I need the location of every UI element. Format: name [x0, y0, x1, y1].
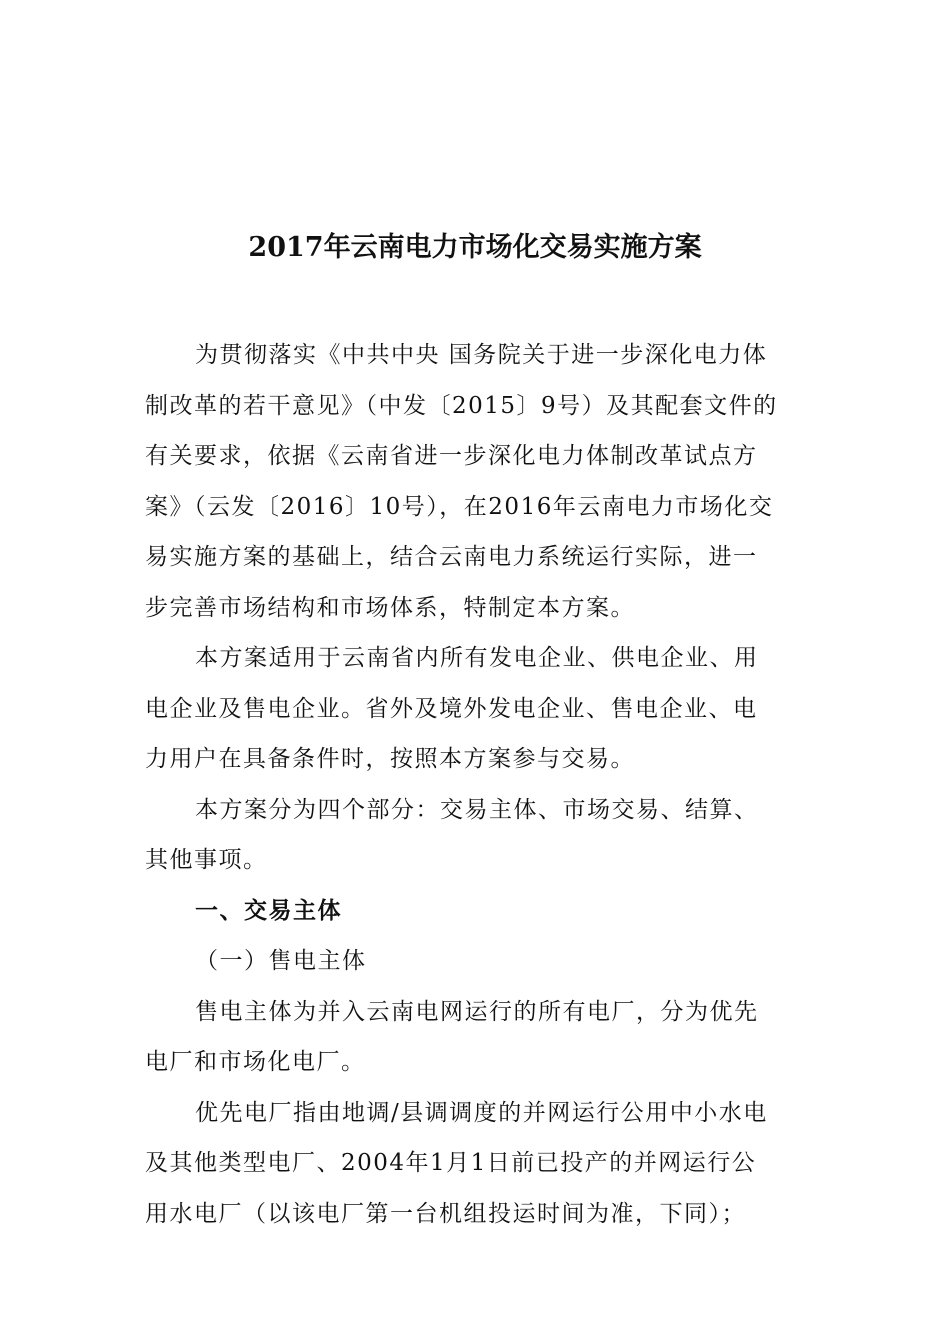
- paragraph-line: 用水电厂（以该电厂第一台机组投运时间为准，下同）；: [145, 1200, 746, 1227]
- paragraph-line: 及其他类型电厂、2004年1月1日前已投产的并网运行公: [145, 1150, 757, 1176]
- paragraph-line: 力用户在具备条件时，按照本方案参与交易。: [145, 746, 635, 772]
- paragraph-line: 优先电厂指由地调/县调调度的并网运行公用中小水电: [195, 1099, 768, 1126]
- document-body: [145, 330, 810, 1239]
- section-heading: 一、交易主体: [195, 897, 342, 924]
- paragraph-line: 易实施方案的基础上，结合云南电力系统运行实际，进一: [145, 544, 758, 570]
- paragraph-line: 本方案适用于云南省内所有发电企业、供电企业、用: [195, 645, 759, 671]
- paragraph-line: 步完善市场结构和市场体系，特制定本方案。: [145, 594, 635, 621]
- paragraph-line: 案》（云发〔2016〕10号），在2016年云南电力市场化交: [145, 493, 774, 520]
- subsection-heading: （一）售电主体: [195, 948, 367, 974]
- paragraph-line: 售电主体为并入云南电网运行的所有电厂，分为优先: [195, 998, 759, 1025]
- document-title: 2017年云南电力市场化交易实施方案: [248, 232, 702, 263]
- paragraph-line: 为贯彻落实《中共中央 国务院关于进一步深化电力体: [195, 342, 768, 368]
- paragraph-line: 制改革的若干意见》（中发〔2015〕9号）及其配套文件的: [145, 392, 778, 419]
- paragraph-line: 电厂和市场化电厂。: [145, 1049, 366, 1075]
- paragraph-line: 本方案分为四个部分：交易主体、市场交易、结算、: [195, 796, 759, 823]
- paragraph-line: 电企业及售电企业。省外及境外发电企业、售电企业、电: [145, 695, 758, 722]
- paragraph-line: 其他事项。: [145, 847, 268, 873]
- paragraph-line: 有关要求，依据《云南省进一步深化电力体制改革试点方: [145, 443, 758, 469]
